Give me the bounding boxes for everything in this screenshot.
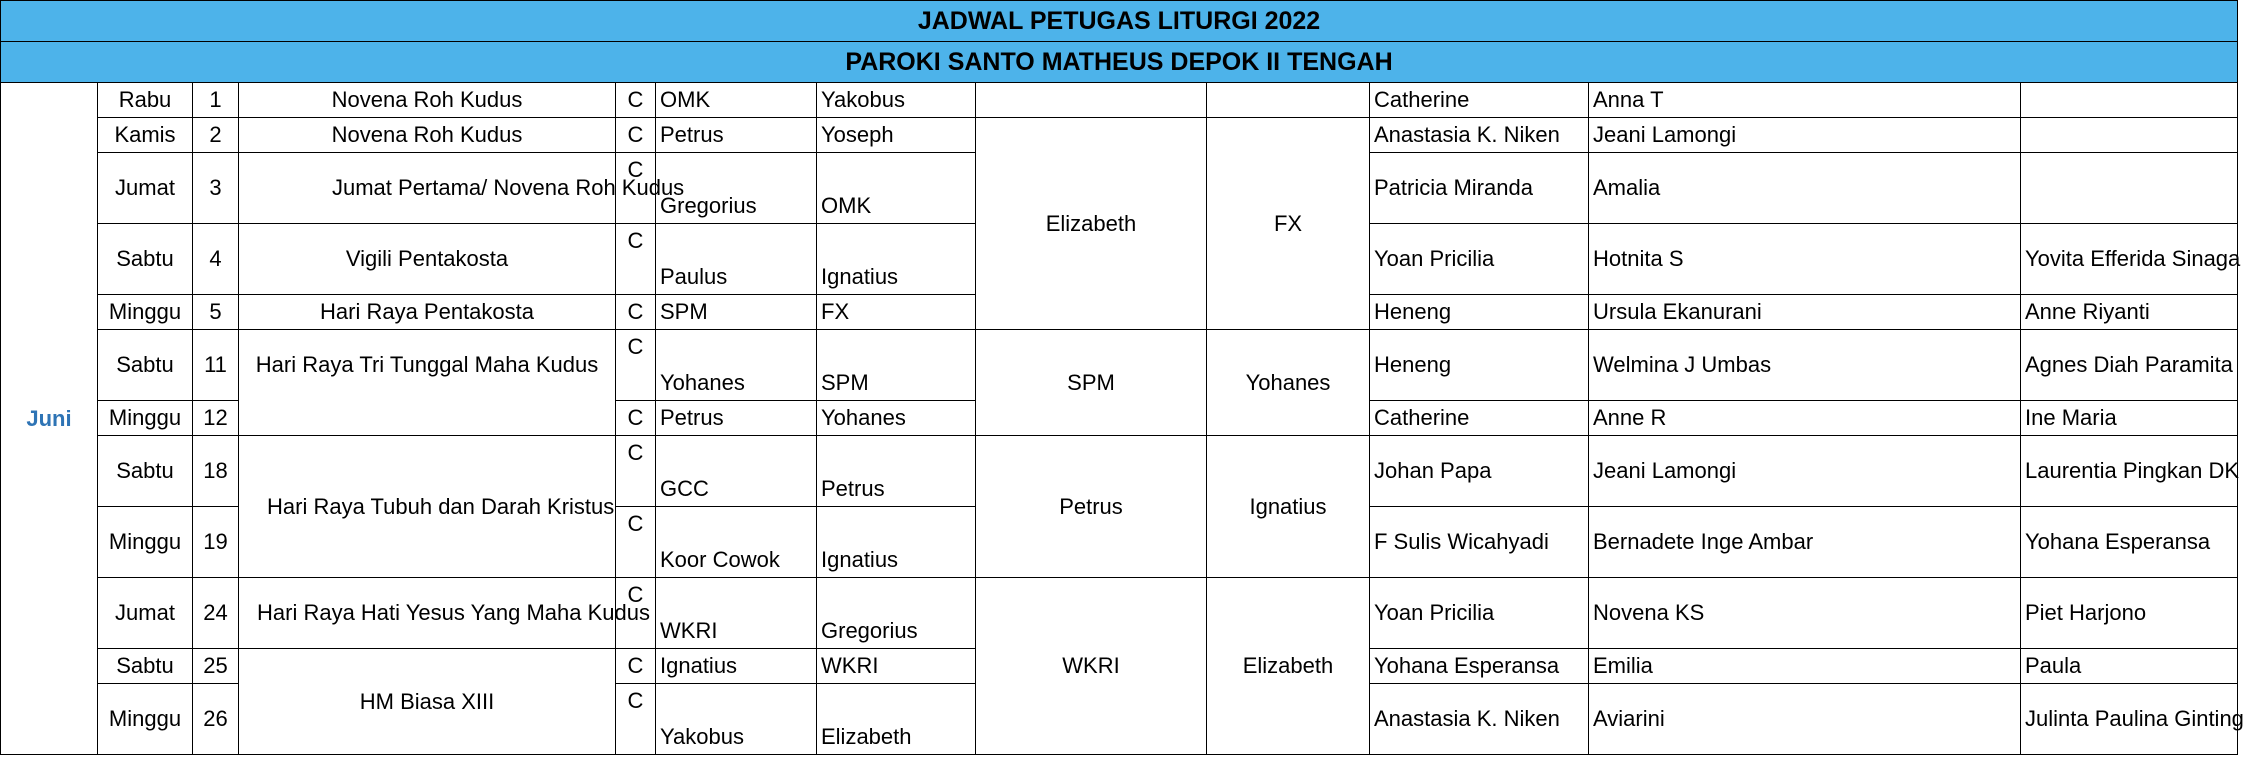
reader2-cell: Anne R	[1589, 401, 2021, 436]
reader2-cell: Jeani Lamongi	[1589, 118, 2021, 153]
sheet-subtitle: PAROKI SANTO MATHEUS DEPOK II TENGAH	[1, 42, 2238, 83]
reader1-cell: Yoan Pricilia	[1370, 578, 1589, 649]
group-b-cell: Yohanes	[1207, 330, 1370, 436]
date-cell: 24	[193, 578, 239, 649]
reader2-cell: Jeani Lamongi	[1589, 436, 2021, 507]
color-cell: C	[616, 436, 656, 507]
team2-cell: Ignatius	[817, 507, 976, 578]
date-cell: 4	[193, 224, 239, 295]
date-cell: 3	[193, 153, 239, 224]
color-cell: C	[616, 224, 656, 295]
day-cell: Sabtu	[98, 224, 193, 295]
reader1-cell: Patricia Miranda	[1370, 153, 1589, 224]
team1-cell: SPM	[656, 295, 817, 330]
reader1-cell: Yoan Pricilia	[1370, 224, 1589, 295]
color-cell: C	[616, 83, 656, 118]
table-row	[1, 83, 2238, 118]
day-cell: Sabtu	[98, 330, 193, 401]
event-cell: HM Biasa XIII	[239, 649, 616, 755]
table-row	[1, 436, 2238, 507]
group-a-cell: Petrus	[976, 436, 1207, 578]
team2-cell: Elizabeth	[817, 684, 976, 755]
team2-cell: Yohanes	[817, 401, 976, 436]
reader3-cell: Julinta Paulina Ginting	[2021, 684, 2238, 755]
reader3-cell: Agnes Diah Paramita	[2021, 330, 2238, 401]
table-row	[1, 118, 2238, 153]
date-cell: 2	[193, 118, 239, 153]
team2-cell: WKRI	[817, 649, 976, 684]
color-cell: C	[616, 118, 656, 153]
team2-cell: OMK	[817, 153, 976, 224]
date-cell: 11	[193, 330, 239, 401]
reader1-cell: Heneng	[1370, 295, 1589, 330]
reader3-cell: Ine Maria	[2021, 401, 2238, 436]
color-cell: C	[616, 507, 656, 578]
team1-cell: Yakobus	[656, 684, 817, 755]
reader2-cell: Welmina J Umbas	[1589, 330, 2021, 401]
team1-cell: OMK	[656, 83, 817, 118]
date-cell: 18	[193, 436, 239, 507]
reader3-cell: Piet Harjono	[2021, 578, 2238, 649]
color-cell: C	[616, 401, 656, 436]
team2-cell: Ignatius	[817, 224, 976, 295]
group-a-cell: SPM	[976, 330, 1207, 436]
team1-cell: Gregorius	[656, 153, 817, 224]
reader2-cell: Hotnita S	[1589, 224, 2021, 295]
team2-cell: Yakobus	[817, 83, 976, 118]
day-cell: Minggu	[98, 401, 193, 436]
day-cell: Sabtu	[98, 649, 193, 684]
month-cell: Juni	[1, 83, 98, 755]
team1-cell: Paulus	[656, 224, 817, 295]
event-cell: Hari Raya Pentakosta	[239, 295, 616, 330]
team2-cell: Yoseph	[817, 118, 976, 153]
date-cell: 19	[193, 507, 239, 578]
team1-cell: Ignatius	[656, 649, 817, 684]
day-cell: Jumat	[98, 578, 193, 649]
reader1-cell: Yohana Esperansa	[1370, 649, 1589, 684]
date-cell: 25	[193, 649, 239, 684]
event-cell: Jumat Pertama/ Novena Roh Kudus	[239, 153, 616, 224]
reader2-cell: Emilia	[1589, 649, 2021, 684]
event-cell: Novena Roh Kudus	[239, 83, 616, 118]
group-a-cell: Elizabeth	[976, 118, 1207, 330]
event-cell: Novena Roh Kudus	[239, 118, 616, 153]
reader2-cell: Amalia	[1589, 153, 2021, 224]
color-cell: C	[616, 578, 656, 649]
date-cell: 12	[193, 401, 239, 436]
reader2-cell: Aviarini	[1589, 684, 2021, 755]
team1-cell: Petrus	[656, 401, 817, 436]
reader3-cell: Yovita Efferida Sinaga	[2021, 224, 2238, 295]
color-cell: C	[616, 330, 656, 401]
color-cell: C	[616, 295, 656, 330]
reader1-cell: Anastasia K. Niken	[1370, 684, 1589, 755]
group-b-cell: Ignatius	[1207, 436, 1370, 578]
table-row	[1, 578, 2238, 649]
reader1-cell: Catherine	[1370, 83, 1589, 118]
day-cell: Jumat	[98, 153, 193, 224]
date-cell: 26	[193, 684, 239, 755]
reader3-cell	[2021, 118, 2238, 153]
day-cell: Rabu	[98, 83, 193, 118]
reader2-cell: Ursula Ekanurani	[1589, 295, 2021, 330]
event-cell: Hari Raya Hati Yesus Yang Maha Kudus	[239, 578, 616, 649]
date-cell: 5	[193, 295, 239, 330]
team2-cell: SPM	[817, 330, 976, 401]
reader1-cell: Catherine	[1370, 401, 1589, 436]
day-cell: Minggu	[98, 684, 193, 755]
reader3-cell	[2021, 83, 2238, 118]
event-cell: Hari Raya Tri Tunggal Maha Kudus	[239, 330, 616, 436]
reader2-cell: Novena KS	[1589, 578, 2021, 649]
reader2-cell: Anna T	[1589, 83, 2021, 118]
team1-cell: Koor Cowok	[656, 507, 817, 578]
date-cell: 1	[193, 83, 239, 118]
reader1-cell: Heneng	[1370, 330, 1589, 401]
day-cell: Kamis	[98, 118, 193, 153]
team1-cell: Petrus	[656, 118, 817, 153]
reader1-cell: F Sulis Wicahyadi	[1370, 507, 1589, 578]
reader3-cell: Laurentia Pingkan DK	[2021, 436, 2238, 507]
day-cell: Minggu	[98, 295, 193, 330]
color-cell: C	[616, 153, 656, 224]
team2-cell: Petrus	[817, 436, 976, 507]
event-cell: Vigili Pentakosta	[239, 224, 616, 295]
reader3-cell: Anne Riyanti	[2021, 295, 2238, 330]
event-cell: Hari Raya Tubuh dan Darah Kristus	[239, 436, 616, 578]
sheet-title: JADWAL PETUGAS LITURGI 2022	[1, 1, 2238, 42]
reader3-cell: Paula	[2021, 649, 2238, 684]
reader3-cell	[2021, 153, 2238, 224]
team2-cell: FX	[817, 295, 976, 330]
team1-cell: GCC	[656, 436, 817, 507]
color-cell: C	[616, 684, 656, 755]
day-cell: Sabtu	[98, 436, 193, 507]
reader1-cell: Johan Papa	[1370, 436, 1589, 507]
group-a-cell: WKRI	[976, 578, 1207, 755]
team1-cell: WKRI	[656, 578, 817, 649]
team2-cell: Gregorius	[817, 578, 976, 649]
group-b-cell: FX	[1207, 118, 1370, 330]
reader3-cell: Yohana Esperansa	[2021, 507, 2238, 578]
group-b-cell: Elizabeth	[1207, 578, 1370, 755]
color-cell: C	[616, 649, 656, 684]
team1-cell: Yohanes	[656, 330, 817, 401]
reader1-cell: Anastasia K. Niken	[1370, 118, 1589, 153]
reader2-cell: Bernadete Inge Ambar	[1589, 507, 2021, 578]
table-row	[1, 330, 2238, 401]
day-cell: Minggu	[98, 507, 193, 578]
